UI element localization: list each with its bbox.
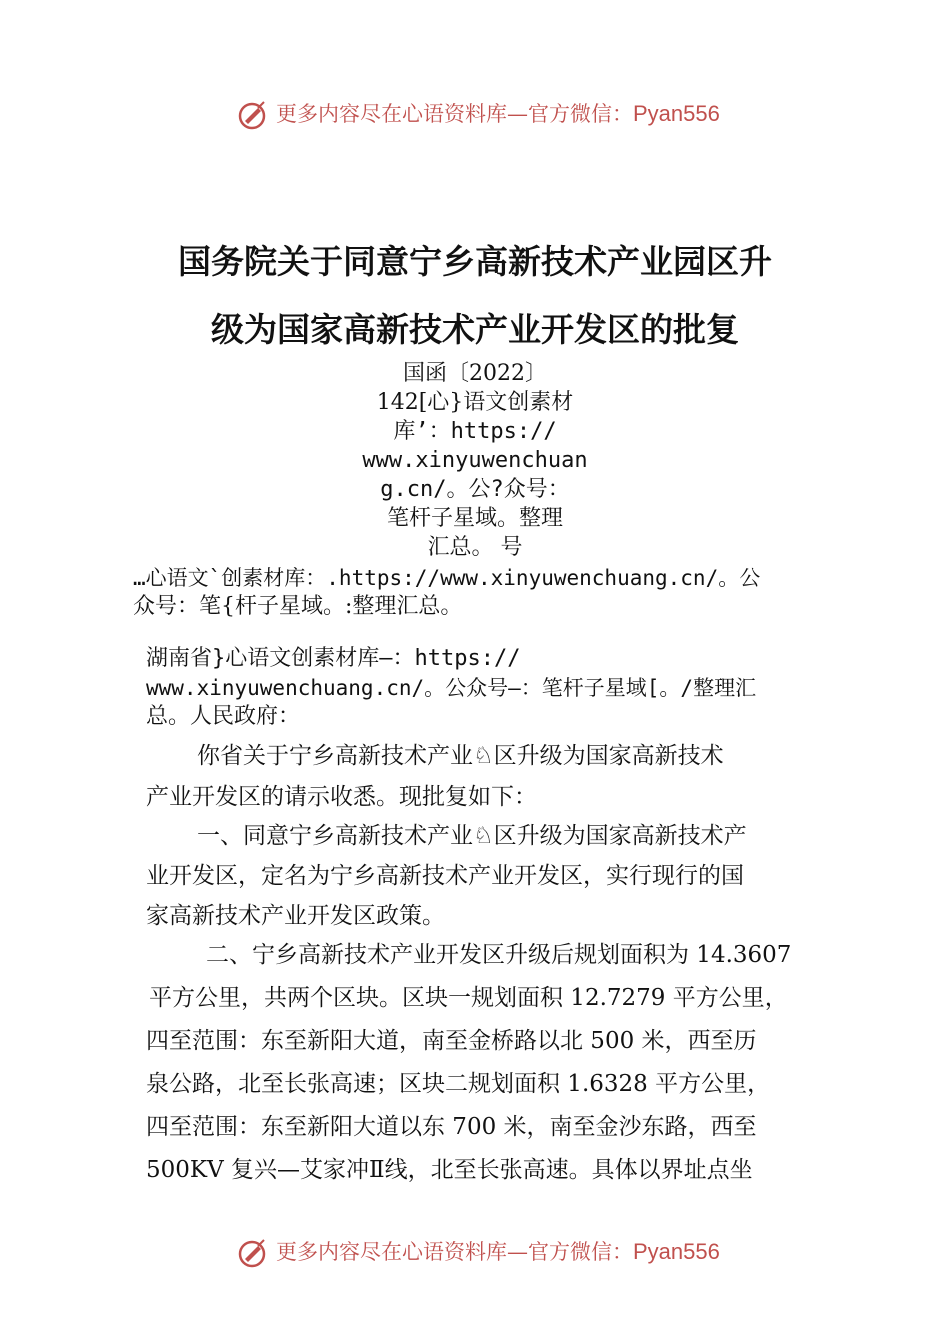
- doc-number-line: 142[心}语文创素材: [376, 390, 574, 415]
- banner-text: 更多内容尽在心语资料库—官方微信：Pyan556: [276, 101, 720, 126]
- paragraph-line: 二、宁乡高新技术产业开发区升级后规划面积为 14.3607: [206, 942, 792, 968]
- paragraph-line: 业开发区，定名为宁乡高新技术产业开发区，实行现行的国: [146, 863, 744, 889]
- paragraph-line: 平方公里，共两个区块。区块一规划面积 12.7279 平方公里，: [149, 985, 788, 1011]
- banner-text: 更多内容尽在心语资料库—官方微信：Pyan556: [276, 1239, 720, 1264]
- doc-number-line: 汇总。 号: [427, 535, 523, 560]
- doc-title-line-1: 国务院关于同意宁乡高新技术产业园区升: [178, 242, 772, 281]
- doc-number-line: www.xinyuwenchuan: [362, 448, 588, 473]
- paragraph-line: 产业开发区的请示收悉。现批复如下：: [146, 784, 537, 810]
- pen-logo-icon: [236, 1237, 270, 1269]
- doc-number-line: g.cn/。公?众号：: [380, 477, 570, 502]
- paragraph-line: 四至范围：东至新阳大道以东 700 米，南至金沙东路，西至: [146, 1114, 757, 1140]
- banner-wechat: Pyan556: [633, 1239, 720, 1264]
- paragraph-line: 一、同意宁乡高新技术产业♘区升级为国家高新技术产: [197, 823, 747, 849]
- watermark-line: …心语文`创素材库：.https://www.xinyuwenchuang.cn/。公: [133, 566, 761, 590]
- doc-title-line-2: 级为国家高新技术产业开发区的批复: [211, 310, 739, 349]
- banner-wechat: Pyan556: [633, 101, 720, 126]
- paragraph-line: 家高新技术产业开发区政策。: [146, 903, 445, 929]
- watermark-line: 众号：笔{杆子星域。:整理汇总。: [133, 594, 463, 619]
- paragraph-line: 500KV 复兴—艾家冲Ⅱ线，北至长张高速。具体以界址点坐: [146, 1157, 753, 1183]
- pen-logo-icon: [236, 99, 270, 131]
- doc-number-line: 库’：https://: [393, 419, 557, 444]
- doc-number-line: 笔杆子星域。整理: [386, 506, 563, 531]
- addressee-line: www.xinyuwenchuang.cn/。公众号—：笔杆子星域[。/整理汇: [146, 676, 757, 700]
- paragraph-line: 泉公路，北至长张高速；区块二规划面积 1.6328 平方公里，: [146, 1071, 771, 1097]
- footer-banner: [0, 1235, 950, 1271]
- addressee-line: 湖南省}心语文创素材库—：https://: [146, 646, 521, 671]
- doc-number-line: 国函〔2022〕: [403, 361, 547, 386]
- header-banner: [0, 97, 950, 133]
- paragraph-line: 四至范围：东至新阳大道，南至金桥路以北 500 米，西至历: [146, 1028, 757, 1054]
- paragraph-line: 你省关于宁乡高新技术产业♘区升级为国家高新技术: [197, 743, 724, 769]
- addressee-line: 总。人民政府：: [146, 704, 301, 729]
